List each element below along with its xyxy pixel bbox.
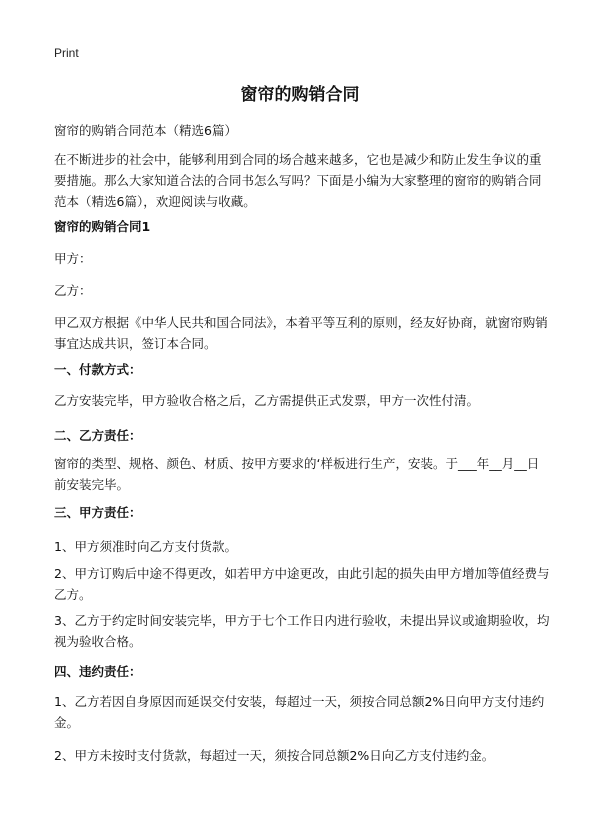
party-a-line: 甲方： bbox=[54, 251, 92, 266]
list-item: 2、甲方未按时支付货款，每超过一天，须按合同总额2%日向乙方支付违约金。 bbox=[54, 748, 495, 763]
payment-heading: 一、付款方式： bbox=[54, 362, 142, 377]
breach-heading: 四、违约责任： bbox=[54, 664, 142, 679]
list-item: 1、甲方须准时向乙方支付货款。 bbox=[54, 539, 237, 554]
contract-heading: 窗帘的购销合同1 bbox=[54, 219, 151, 234]
list-item: 1、乙方若因自身原因而延误交付安装，每超过一天，须按合同总额2%日向甲方支付违约金。 bbox=[54, 694, 545, 730]
page-title: 窗帘的购销合同 bbox=[240, 85, 360, 105]
list-item: 2、甲方订购后中途不得更改，如若甲方中途更改，由此引起的损失由甲方增加等值经费与乙方。 bbox=[54, 566, 550, 602]
party-b-responsibility-text: 窗帘的类型、规格、颜色、材质、按甲方要求的‘样板进行生产，安装。于___年__月__日前安装完毕。 bbox=[54, 456, 540, 492]
payment-text: 乙方安装完毕，甲方验收合格之后，乙方需提供正式发票，甲方一次性付清。 bbox=[54, 393, 480, 408]
party-b-line: 乙方： bbox=[54, 283, 92, 298]
list-item: 3、乙方于约定时间安装完毕，甲方于七个工作日内进行验收，未提出异议或逾期验收，均视为验收合格。 bbox=[54, 613, 550, 649]
intro-paragraph: 在不断进步的社会中，能够利用到合同的场合越来越多，它也是减少和防止发生争议的重要措施。那么大家知道合法的合同书怎么写吗？下面是小编为大家整理的窗帘的购销合同范本（精选6篇），欢迎阅读与收藏。 bbox=[54, 152, 542, 209]
party-a-responsibility-heading: 三、甲方责任： bbox=[54, 505, 142, 520]
agreement-paragraph: 甲乙双方根据《中华人民共和国合同法》，本着平等互利的原则，经友好协商，就窗帘购销事宜达成共识，签订本合同。 bbox=[54, 315, 548, 351]
party-b-responsibility-heading: 二、乙方责任： bbox=[54, 428, 142, 443]
print-link[interactable]: Print bbox=[54, 46, 79, 60]
document-subtitle: 窗帘的购销合同范本（精选6篇） bbox=[54, 123, 237, 138]
